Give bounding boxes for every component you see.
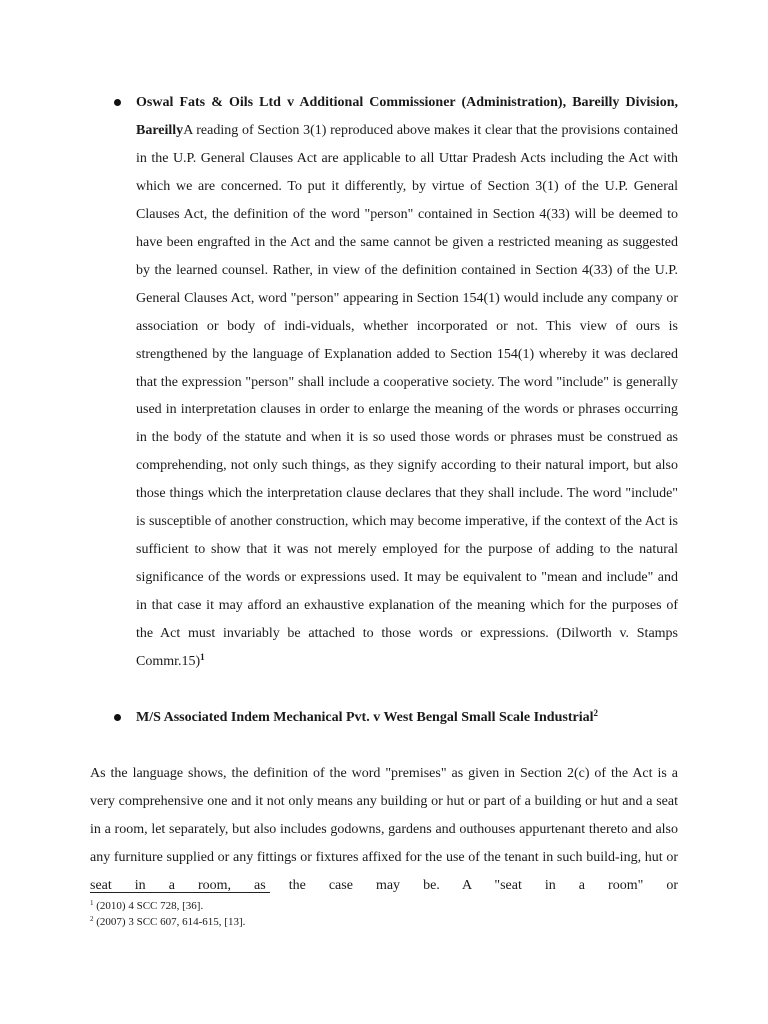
footnote-ref: 2 — [593, 708, 598, 718]
case-body: A reading of Section 3(1) reproduced above makes it clear that the provisions contained in the U.P. General Clauses Act are applicable to all Uttar Pradesh Acts including the Act with which we are concerned. To put it differently, by virtue of Section 3(1) of the U.P. General Clauses Act, the definition of the word "person" contained in Section 4(33) will be deemed to have been engrafted in the Act and the same cannot be given a restricted meaning as suggested by the learned counsel. Rather, in view of the definition contained in Section 4(33) of the U.P. General Clauses Act, word "person" appearing in Section 154(1) would include any company or association or body of indi-viduals, whether incorporated or not. This view of ours is strengthened by the language of Explanation added to Section 154(1) whereby it was declared that the expression "person" shall include a cooperative society. The word "include" is generally used in interpretation clauses in order to enlarge the meaning of the words or phrases occurring in the body of the statute and when it is so used those words or phrases must be construed as comprehending, not only such things, as they signify according to their natural import, but also those things which the interpretation clause declares that they shall include. The word "include" is susceptible of another construction, which may become imperative, if the context of the Act is sufficient to show that it was not merely employed for the purpose of adding to the natural significance of the words or expressions used. It may be equivalent to "mean and include" and in that case it may afford an exhaustive explanation of the meaning which for the purposes of the Act must invariably be attached to those words or expressions. (Dilworth v. Stamps Commr.15) — [136, 122, 678, 670]
case-entry-text — [136, 704, 678, 732]
bullet-icon — [114, 99, 121, 106]
footnote-separator — [90, 892, 270, 893]
footnote-text: (2007) 3 SCC 607, 614-615, [13]. — [96, 916, 246, 928]
bullet-icon — [114, 714, 121, 721]
footnote-ref: 1 — [200, 652, 205, 663]
case-title: Oswal Fats & Oils Ltd v Additional Commissioner (Administration), Bareilly Division, Bareilly — [136, 95, 678, 138]
case-entry-text — [136, 89, 678, 676]
footnote-1 — [90, 899, 203, 913]
footnote-number: 1 — [90, 899, 94, 907]
case-entry-oswal — [108, 89, 678, 676]
case-title: M/S Associated Indem Mechanical Pvt. v West Bengal Small Scale Industrial — [136, 710, 594, 725]
body-paragraph: As the language shows, the definition of the word "premises" as given in Section 2(c) of the Act is a very comprehensive one and it not only means any building or hut or part of a building or hut and a seat in a room, let separately, but also includes godowns, gardens and outhouses appurtenant thereto and also any furniture supplied or any fittings or fixtures affixed for the use of the tenant in such build-ing, hut or seat in a room, as the case may be. A "seat in a room" or — [90, 766, 678, 893]
footnote-text: (2010) 4 SCC 728, [36]. — [96, 900, 204, 912]
footnote-number: 2 — [90, 915, 94, 923]
footnote-2 — [90, 915, 245, 929]
case-entry-associated-indem — [108, 704, 678, 732]
